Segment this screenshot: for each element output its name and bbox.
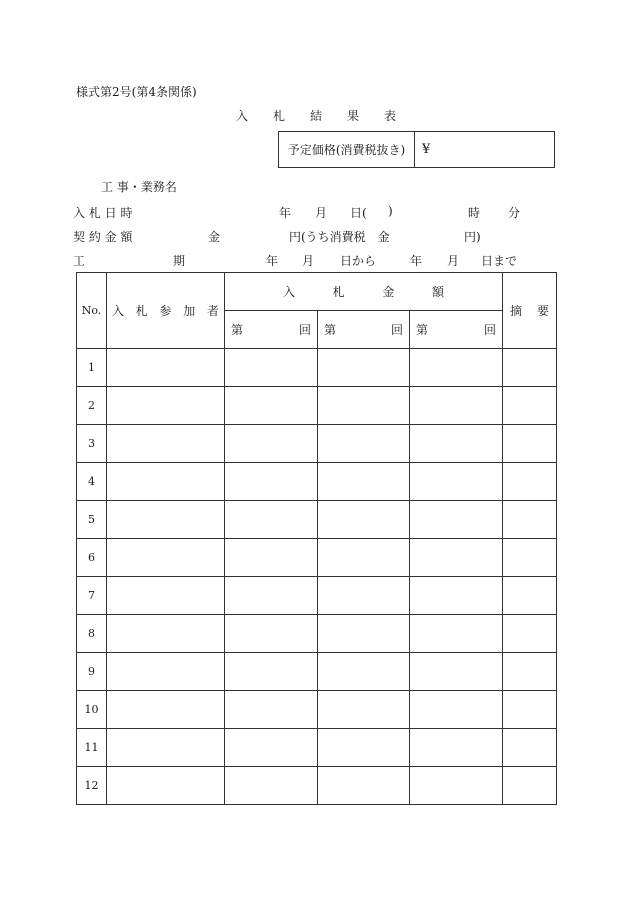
bid-date-year: 年 <box>279 206 292 220</box>
round-3-cell[interactable] <box>410 425 503 463</box>
remarks-cell[interactable] <box>503 767 557 805</box>
round-1-cell[interactable] <box>225 577 318 615</box>
round-3-cell[interactable] <box>410 767 503 805</box>
round-header: 第 回 <box>225 311 318 349</box>
round-3-cell[interactable] <box>410 539 503 577</box>
round-3-cell[interactable] <box>410 501 503 539</box>
estimated-price-field[interactable] <box>415 132 554 167</box>
remarks-cell[interactable] <box>503 729 557 767</box>
row-number: 1 <box>77 349 107 387</box>
table-row <box>77 463 557 501</box>
bid-date-label: 入 札 日 時 <box>73 206 133 220</box>
yen-symbol: ¥ <box>422 142 431 157</box>
round-1-cell[interactable] <box>225 387 318 425</box>
round-header: 第 回 <box>318 311 410 349</box>
round-1-cell[interactable] <box>225 729 318 767</box>
contract-amount-label: 契 約 金 額 <box>73 230 133 244</box>
row-number: 7 <box>77 577 107 615</box>
table-row <box>77 387 557 425</box>
no-header: No. <box>77 273 107 349</box>
row-number: 9 <box>77 653 107 691</box>
participant-cell[interactable] <box>107 349 225 387</box>
remarks-cell[interactable] <box>503 349 557 387</box>
period-year: 年 <box>266 254 279 268</box>
round-2-cell[interactable] <box>318 463 410 501</box>
round-1-cell[interactable] <box>225 349 318 387</box>
round-1-cell[interactable] <box>225 539 318 577</box>
remarks-cell[interactable] <box>503 463 557 501</box>
bid-date-hour: 時 <box>468 206 481 220</box>
participant-cell[interactable] <box>107 691 225 729</box>
title-char: 果 <box>346 109 359 123</box>
bid-date-day: 日( <box>350 206 367 220</box>
contract-amount-close: 円) <box>464 230 481 244</box>
round-1-cell[interactable] <box>225 653 318 691</box>
round-3-cell[interactable] <box>410 577 503 615</box>
table-row <box>77 425 557 463</box>
bid-date-month: 月 <box>315 206 328 220</box>
row-number: 2 <box>77 387 107 425</box>
round-header: 第 回 <box>410 311 503 349</box>
table-row <box>77 539 557 577</box>
work-name-label: 工 事・業務名 <box>101 180 177 194</box>
row-number: 8 <box>77 615 107 653</box>
participant-cell[interactable] <box>107 615 225 653</box>
bid-results-table <box>76 272 557 805</box>
participant-header: 入 札 参 加 者 <box>107 273 225 349</box>
table-row <box>77 349 557 387</box>
remarks-header: 摘 要 <box>503 273 557 349</box>
bid-date-minute: 分 <box>508 206 521 220</box>
round-2-cell[interactable] <box>318 501 410 539</box>
round-1-cell[interactable] <box>225 463 318 501</box>
period-month: 月 <box>302 254 315 268</box>
round-2-cell[interactable] <box>318 653 410 691</box>
round-3-cell[interactable] <box>410 615 503 653</box>
table-row <box>77 501 557 539</box>
round-2-cell[interactable] <box>318 539 410 577</box>
remarks-cell[interactable] <box>503 539 557 577</box>
participant-cell[interactable] <box>107 767 225 805</box>
round-3-cell[interactable] <box>410 729 503 767</box>
estimated-price-label: 予定価格(消費税抜き) <box>279 132 415 167</box>
participant-cell[interactable] <box>107 387 225 425</box>
contract-amount-tax: 円(うち消費税 金 <box>289 230 390 244</box>
remarks-cell[interactable] <box>503 577 557 615</box>
round-2-cell[interactable] <box>318 425 410 463</box>
contract-amount-row <box>73 228 521 244</box>
round-3-cell[interactable] <box>410 463 503 501</box>
row-number: 6 <box>77 539 107 577</box>
table-row <box>77 729 557 767</box>
period-year2: 年 <box>410 254 423 268</box>
participant-cell[interactable] <box>107 539 225 577</box>
title-char: 札 <box>272 109 285 123</box>
page-title <box>236 109 396 123</box>
title-char: 入 <box>236 109 249 123</box>
period-row <box>73 252 521 268</box>
form-number: 様式第2号(第4条関係) <box>76 85 197 99</box>
row-number: 3 <box>77 425 107 463</box>
period-day-until: 日まで <box>481 254 518 268</box>
participant-cell[interactable] <box>107 729 225 767</box>
estimated-price-box <box>278 131 555 168</box>
round-3-cell[interactable] <box>410 653 503 691</box>
participant-cell[interactable] <box>107 653 225 691</box>
title-char: 表 <box>383 109 396 123</box>
round-2-cell[interactable] <box>318 349 410 387</box>
round-2-cell[interactable] <box>318 729 410 767</box>
bid-date-close: ) <box>388 204 393 218</box>
round-1-cell[interactable] <box>225 501 318 539</box>
round-1-cell[interactable] <box>225 615 318 653</box>
table-row <box>77 691 557 729</box>
row-number: 10 <box>77 691 107 729</box>
table-row <box>77 767 557 805</box>
remarks-cell[interactable] <box>503 501 557 539</box>
contract-amount-kin: 金 <box>208 230 221 244</box>
period-label-b: 期 <box>173 254 186 268</box>
participant-cell[interactable] <box>107 577 225 615</box>
remarks-cell[interactable] <box>503 387 557 425</box>
round-2-cell[interactable] <box>318 615 410 653</box>
row-number: 5 <box>77 501 107 539</box>
participant-cell[interactable] <box>107 425 225 463</box>
round-2-cell[interactable] <box>318 691 410 729</box>
remarks-cell[interactable] <box>503 425 557 463</box>
remarks-cell[interactable] <box>503 691 557 729</box>
table-row <box>77 653 557 691</box>
row-number: 11 <box>77 729 107 767</box>
remarks-cell[interactable] <box>503 615 557 653</box>
round-2-cell[interactable] <box>318 767 410 805</box>
participant-cell[interactable] <box>107 501 225 539</box>
round-2-cell[interactable] <box>318 577 410 615</box>
title-char: 結 <box>309 109 322 123</box>
row-number: 4 <box>77 463 107 501</box>
remarks-cell[interactable] <box>503 653 557 691</box>
table-row <box>77 577 557 615</box>
round-3-cell[interactable] <box>410 387 503 425</box>
round-3-cell[interactable] <box>410 691 503 729</box>
row-number: 12 <box>77 767 107 805</box>
round-1-cell[interactable] <box>225 425 318 463</box>
period-label-a: 工 <box>73 254 86 268</box>
round-1-cell[interactable] <box>225 691 318 729</box>
period-month2: 月 <box>447 254 460 268</box>
round-3-cell[interactable] <box>410 349 503 387</box>
round-2-cell[interactable] <box>318 387 410 425</box>
participant-cell[interactable] <box>107 463 225 501</box>
round-1-cell[interactable] <box>225 767 318 805</box>
table-row <box>77 615 557 653</box>
bid-date-row <box>73 204 521 220</box>
bid-amount-header: 入 札 金 額 <box>225 273 503 311</box>
period-day-from: 日から <box>340 254 377 268</box>
